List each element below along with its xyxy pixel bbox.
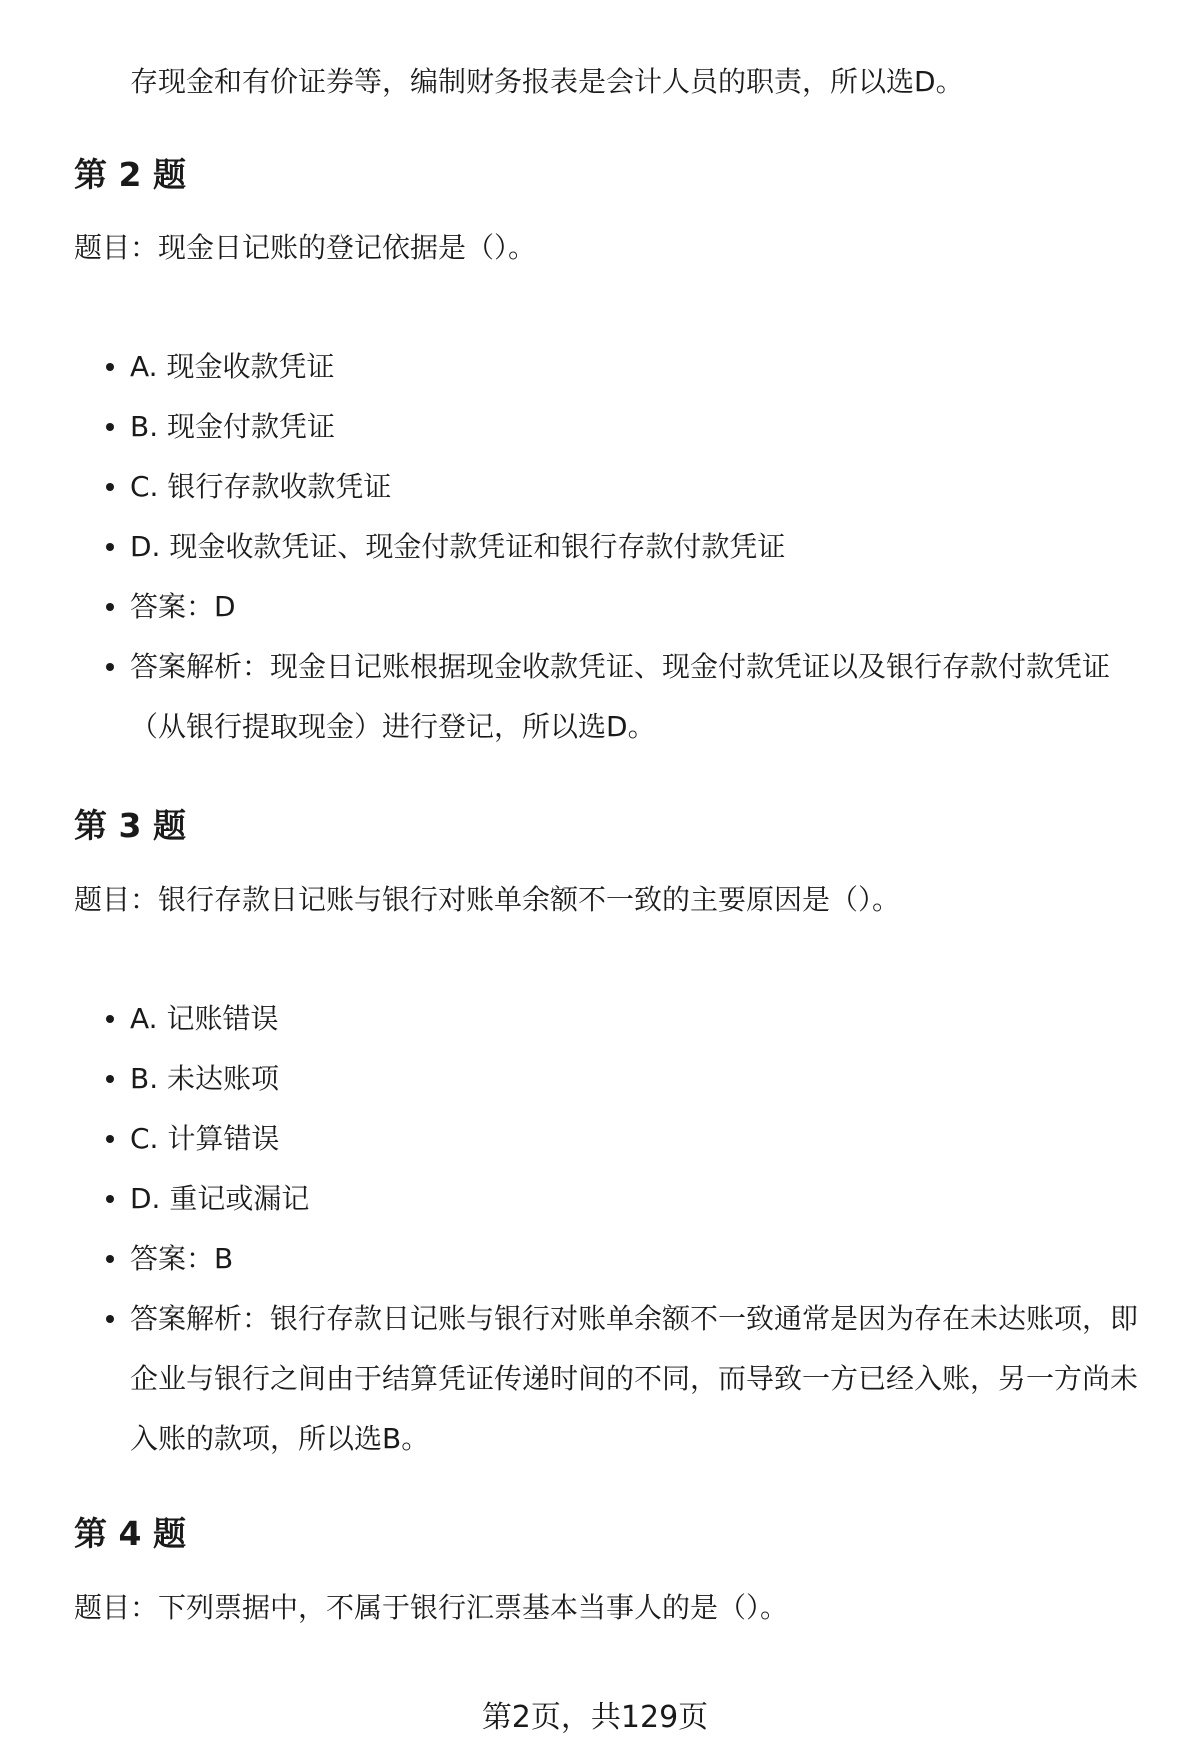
answer-explanation: 答案解析：现金日记账根据现金收款凭证、现金付款凭证以及银行存款付款凭证（从银行提取现金）进行登记，所以选D。 — [74, 637, 1164, 757]
option-a: A. 记账错误 — [74, 989, 1164, 1049]
option-c: C. 计算错误 — [74, 1109, 1164, 1169]
question-3-options — [74, 989, 1164, 1469]
option-d: D. 现金收款凭证、现金付款凭证和银行存款付款凭证 — [74, 517, 1164, 577]
question-4-stem: 题目：下列票据中，不属于银行汇票基本当事人的是（）。 — [74, 1591, 789, 1624]
option-b: B. 未达账项 — [74, 1049, 1164, 1109]
continuation-text: 存现金和有价证券等，编制财务报表是会计人员的职责，所以选D。 — [130, 65, 964, 98]
option-c: C. 银行存款收款凭证 — [74, 457, 1164, 517]
question-4-heading: 第 4 题 — [74, 1514, 186, 1553]
question-3-stem: 题目：银行存款日记账与银行对账单余额不一致的主要原因是（）。 — [74, 883, 901, 916]
question-2-heading: 第 2 题 — [74, 155, 186, 194]
answer: 答案：D — [74, 577, 1164, 637]
question-2-stem: 题目：现金日记账的登记依据是（）。 — [74, 231, 537, 264]
option-a: A. 现金收款凭证 — [74, 337, 1164, 397]
question-2-options — [74, 337, 1164, 757]
question-3-heading: 第 3 题 — [74, 806, 186, 845]
answer-explanation: 答案解析：银行存款日记账与银行对账单余额不一致通常是因为存在未达账项，即企业与银行之间由于结算凭证传递时间的不同，而导致一方已经入账，另一方尚未入账的款项，所以选B。 — [74, 1289, 1164, 1469]
answer: 答案：B — [74, 1229, 1164, 1289]
option-b: B. 现金付款凭证 — [74, 397, 1164, 457]
page-number-footer: 第2页，共129页 — [481, 1700, 709, 1735]
option-d: D. 重记或漏记 — [74, 1169, 1164, 1229]
